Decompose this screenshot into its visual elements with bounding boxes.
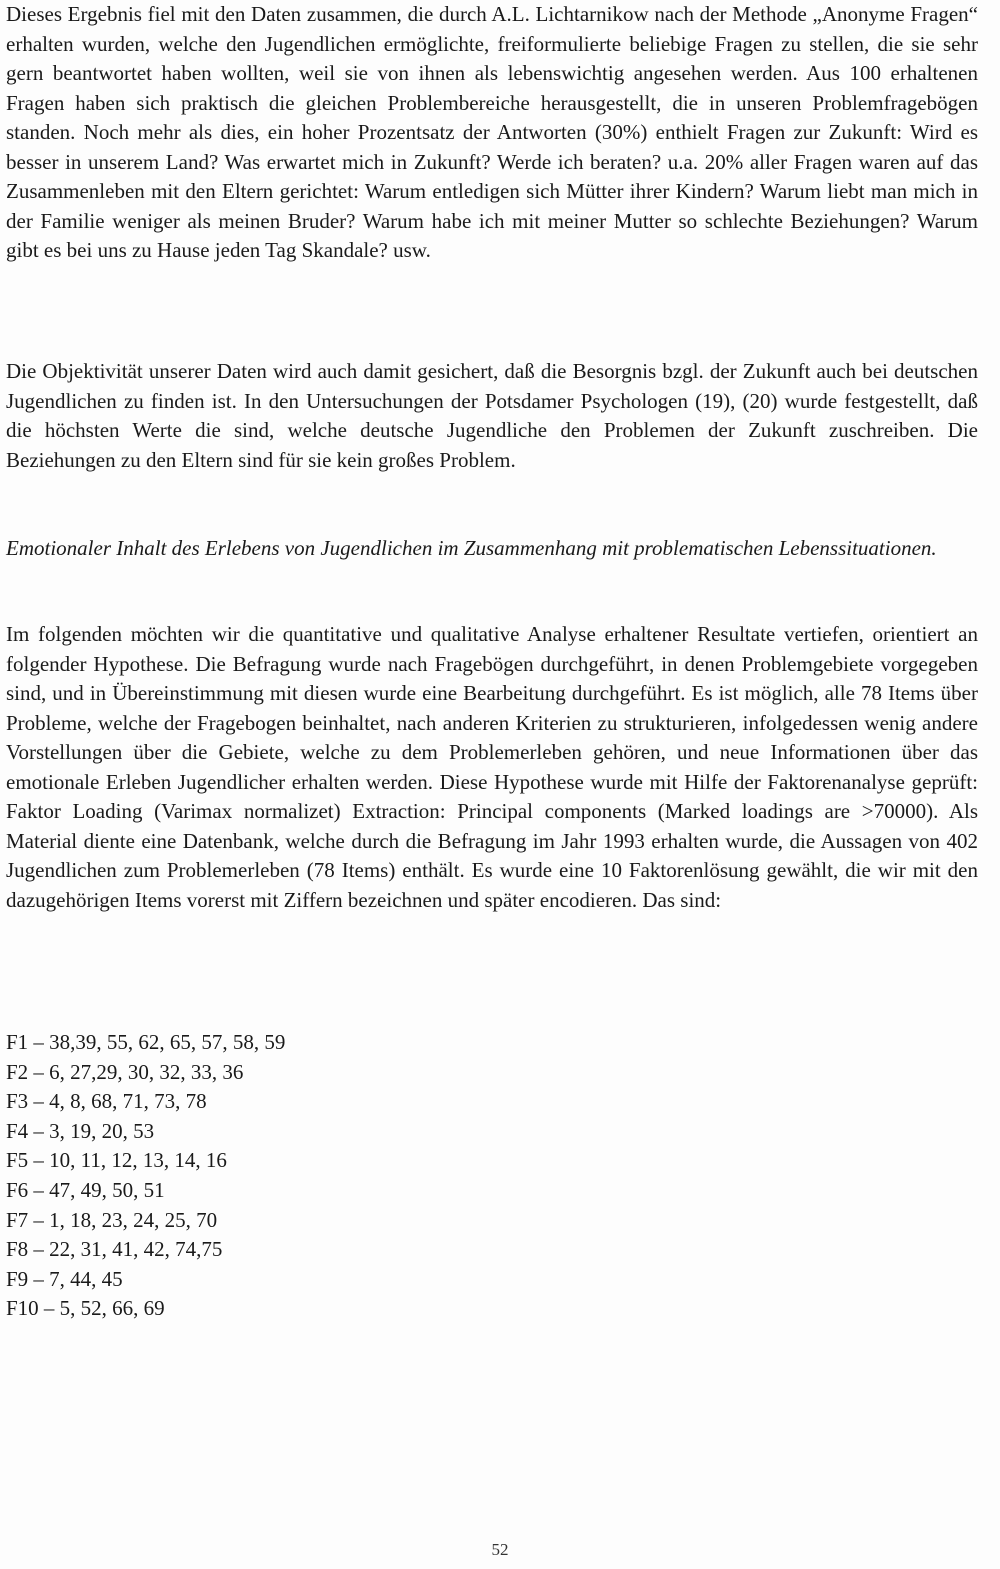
factor-item-f10: F10 – 5, 52, 66, 69 (6, 1296, 165, 1321)
paragraph-lichtarnikow-results: Dieses Ergebnis fiel mit den Daten zusammen, die durch A.L. Lichtarnikow nach der Methode „Anonyme Fragen“ erhalten wurden, welche den Jugendlichen ermöglichte, freiformulierte beliebige Fragen zu stellen, die sie sehr gern beantwortet haben wollten, weil sie von ihnen als lebenswichtig angesehen werden. Aus 100 erhaltenen Fragen haben sich praktisch die gleichen Problembereiche herausgestellt, die in unseren Problemfragebögen standen. Noch mehr als dies, ein hoher Prozentsatz der Antworten (30%) enthielt Fragen zur Zukunft: Wird es besser in unserem Land? Was erwartet mich in Zukunft? Werde ich beraten? u.a. 20% aller Fragen waren auf das Zusammenleben mit den Eltern gerichtet: Warum entledigen sich Mütter ihrer Kindern? Warum liebt man mich in der Familie weniger als meinen Bruder? Warum habe ich mit meiner Mutter so schlechte Beziehungen? Warum gibt es bei uns zu Hause jeden Tag Skandale? usw. (6, 2, 978, 262)
factor-item-f6: F6 – 47, 49, 50, 51 (6, 1177, 165, 1202)
paragraph-factor-analysis: Im folgenden möchten wir die quantitative und qualitative Analyse erhaltener Resultate vertiefen, orientiert an folgender Hypothese. Die Befragung wurde nach Fragebögen durchgeführt, in denen Problemgebiete vorgegeben sind, und in Übereinstimmung mit diesen wurde eine Bearbeitung durchgeführt. Es ist möglich, alle 78 Items über Probleme, welche der Fragebogen beinhaltet, nach anderen Kriterien zu strukturieren, infolgedessen wenig andere Vorstellungen über die Gebiete, welche zu dem Problemerleben gehören, und neue Informationen über das emotionale Erleben Jugendlicher erhalten werden. Diese Hypothese wurde mit Hilfe der Faktorenanalyse geprüft: Faktor Loading (Varimax normalizet) Extraction: Principal components (Marked loadings are >70000). Als Material diente eine Datenbank, welche durch die Befragung im Jahr 1993 erhalten wurde, die Aussagen von 402 Jugendlichen zum Problemerleben (78 Items) enthält. Es wurde eine 10 Faktorenlösung gewählt, die wir mit den dazugehörigen Items vorerst mit Ziffern bezeichnen und später encodieren. Das sind: (6, 622, 978, 912)
factor-item-f8: F8 – 22, 31, 41, 42, 74,75 (6, 1237, 223, 1262)
factor-item-f1: F1 – 38,39, 55, 62, 65, 57, 58, 59 (6, 1030, 286, 1054)
factor-item-f2: F2 – 6, 27,29, 30, 32, 33, 36 (6, 1059, 244, 1084)
factor-item-f9: F9 – 7, 44, 45 (6, 1266, 123, 1291)
factor-item-f7: F7 – 1, 18, 23, 24, 25, 70 (6, 1207, 218, 1232)
page-number: 52 (491, 1540, 509, 1559)
factor-item-f3: F3 – 4, 8, 68, 71, 73, 78 (6, 1089, 207, 1114)
factor-item-f5: F5 – 10, 11, 12, 13, 14, 16 (6, 1148, 227, 1173)
paragraph-potsdam-objectivity: Die Objektivität unserer Daten wird auch damit gesichert, daß die Besorgnis bzgl. der Zukunft auch bei deutschen Jugendlichen zu finden ist. In den Untersuchungen der Potsdamer Psychologen (19), (20) wurde festgestellt, daß die höchsten Werte die sind, welche deutsche Jugendliche den Problemen der Zukunft zuschreiben. Die Beziehungen zu den Eltern sind für sie kein großes Problem. (6, 359, 978, 472)
section-heading: Emotionaler Inhalt des Erlebens von Jugendlichen im Zusammenhang mit problematischen Lebenssituationen. (6, 536, 937, 560)
factor-list (6, 1028, 285, 1324)
factor-item-f4: F4 – 3, 19, 20, 53 (6, 1118, 155, 1143)
